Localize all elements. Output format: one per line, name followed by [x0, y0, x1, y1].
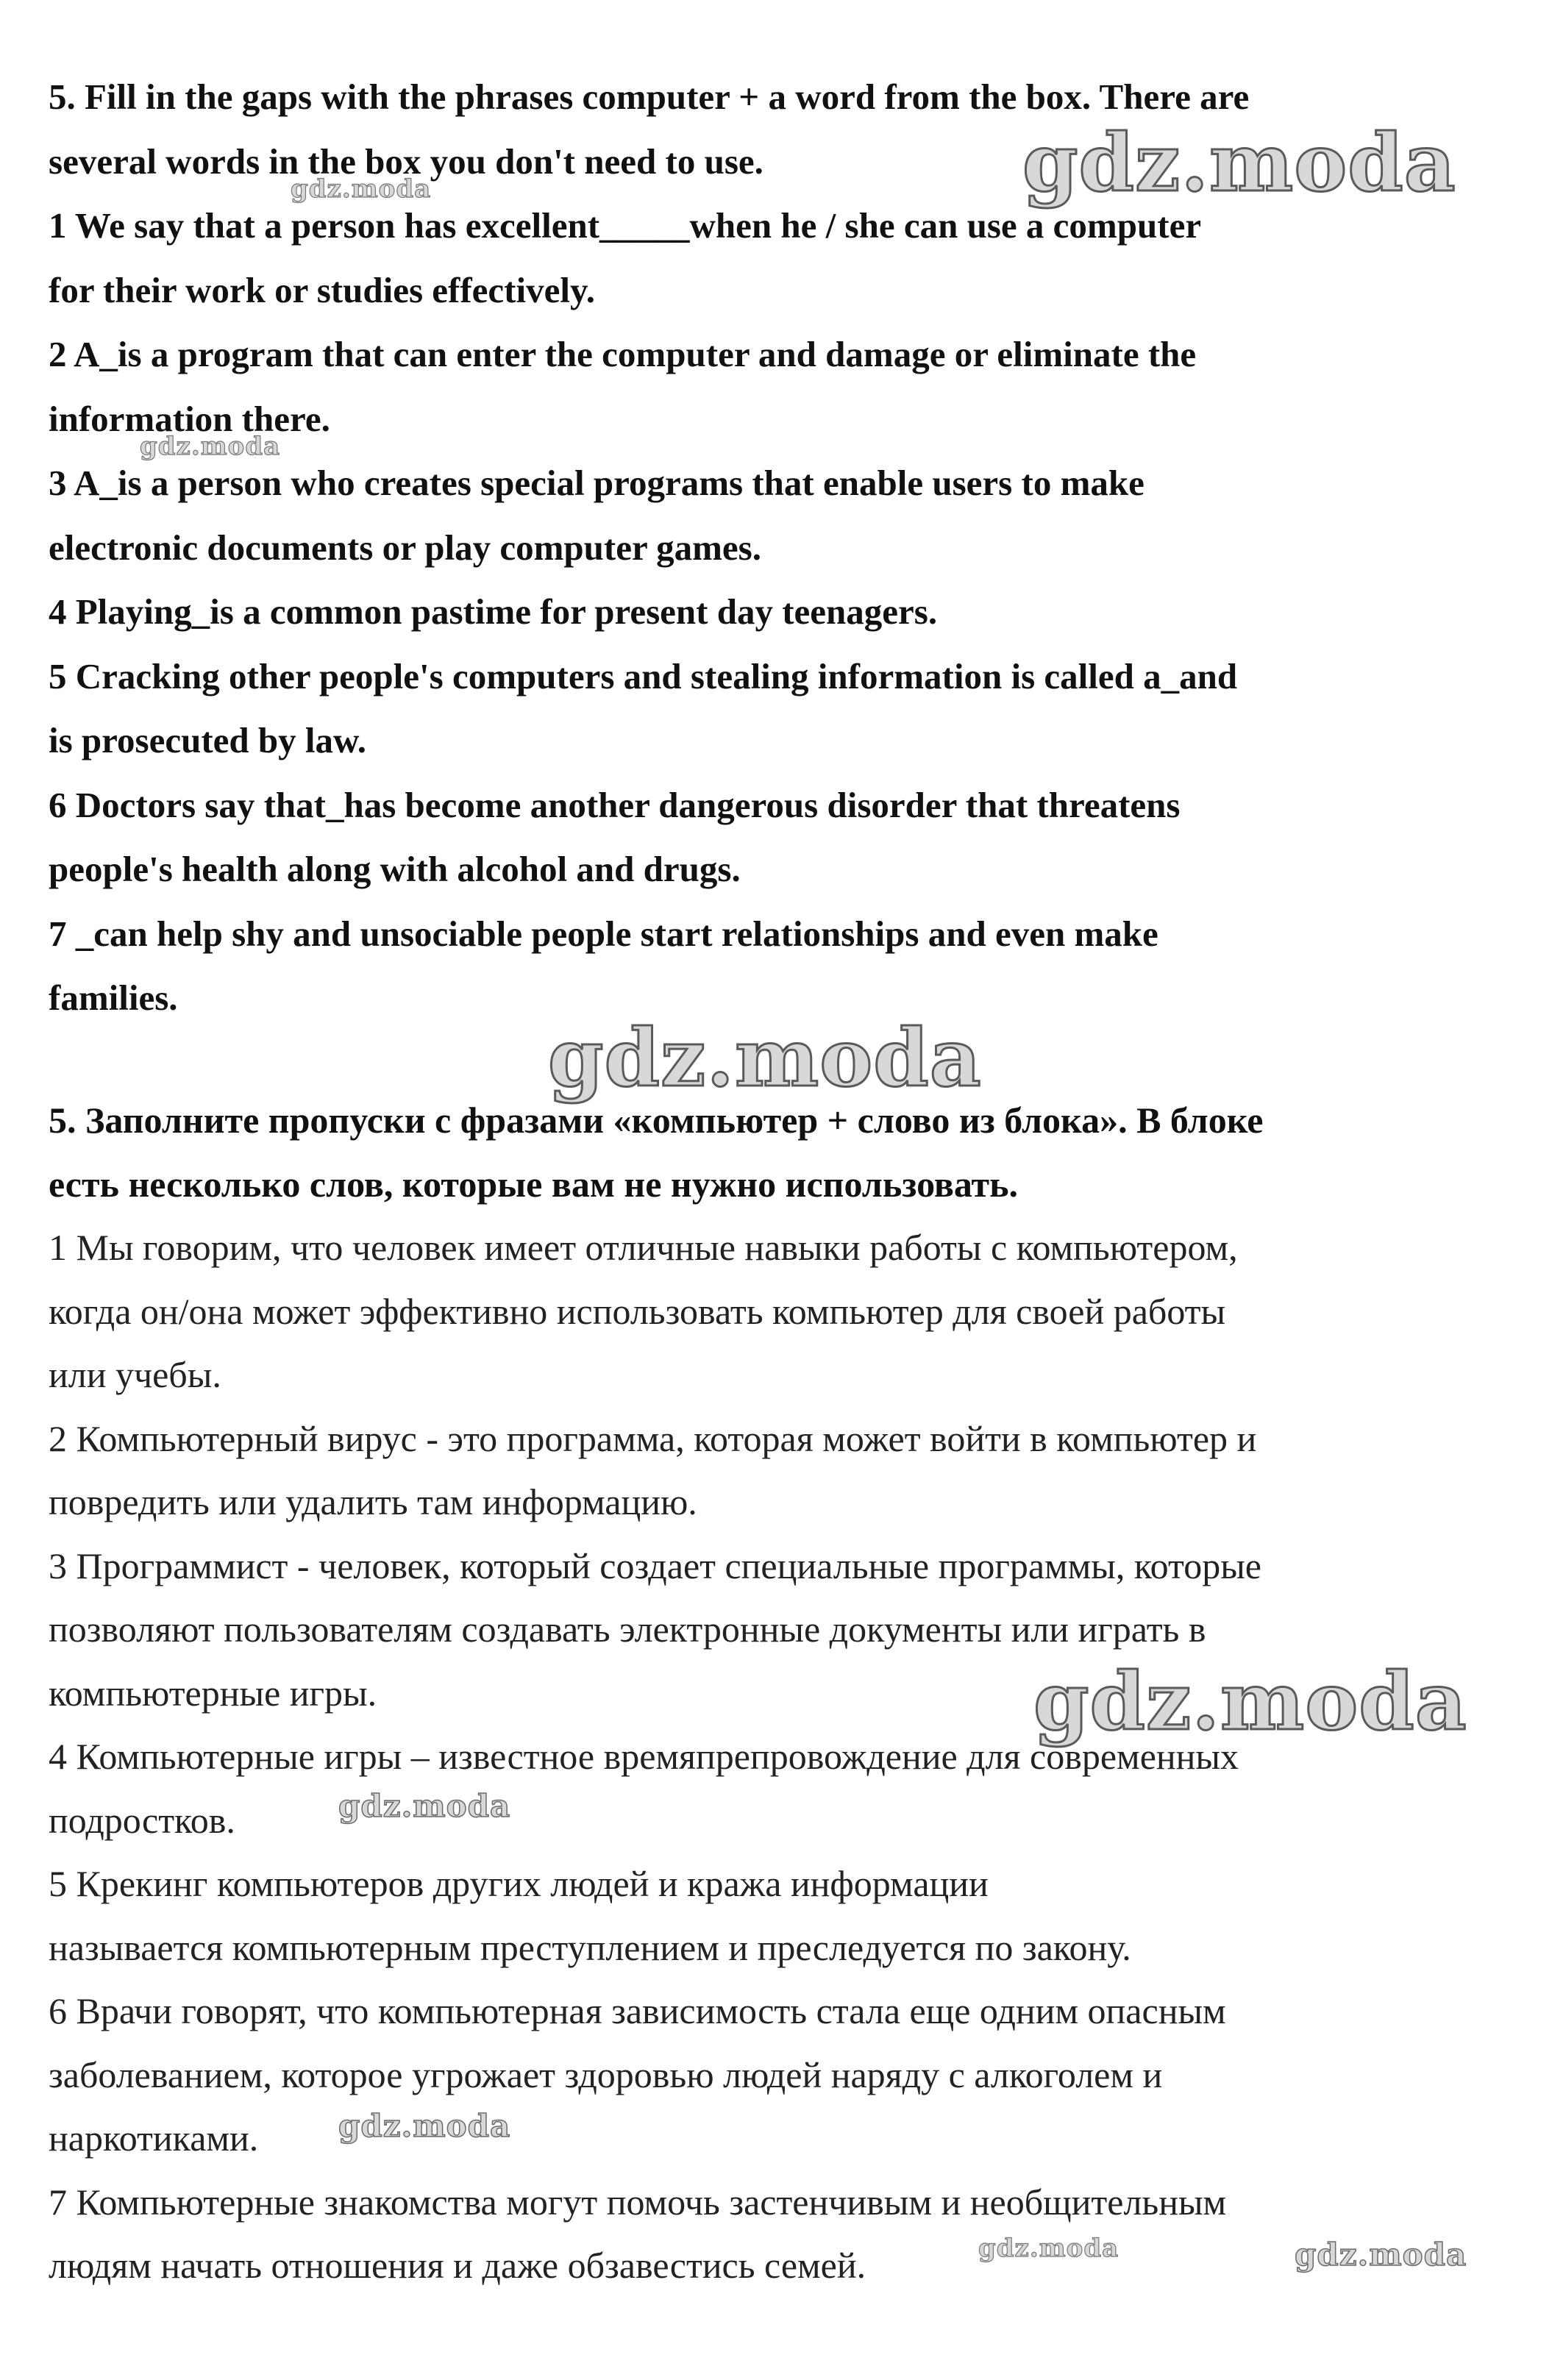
- exercise-item-5: 5 Cracking other people's computers and stealing information is called a_and: [49, 655, 1238, 696]
- exercise-title-line: 5. Fill in the gaps with the phrases computer + a word from the box. There are: [49, 76, 1250, 117]
- watermark: gdz.moda: [291, 174, 432, 204]
- exercise-item-3: 3 A_is a person who creates special programs that enable users to make: [49, 463, 1145, 503]
- english-exercise: [49, 65, 1505, 1030]
- translation-item-6-cont: заболеванием, которое угрожает здоровью людей наряду с алкоголем и: [49, 2053, 1163, 2095]
- watermark: gdz.moda: [1022, 117, 1456, 210]
- translation-item-3-cont: компьютерные игры.: [49, 1672, 377, 1714]
- watermark: gdz.moda: [548, 1012, 982, 1105]
- translation-item-3: 3 Программист - человек, который создает специальные программы, которые: [49, 1544, 1261, 1586]
- watermark: gdz.moda: [338, 2108, 511, 2144]
- translation-title-line: есть несколько слов, которые вам не нужно использовать.: [49, 1163, 1019, 1205]
- exercise-item-1: 1 We say that a person has excellent_____when he / she can use a computer: [49, 205, 1202, 246]
- translation-item-6: 6 Врачи говорят, что компьютерная зависимость стала еще одним опасным: [49, 1990, 1226, 2031]
- translation-item-2: 2 Компьютерный вирус - это программа, которая может войти в компьютер и: [49, 1417, 1257, 1459]
- exercise-item-2-cont: information there.: [49, 398, 330, 439]
- watermark: gdz.moda: [978, 2234, 1119, 2263]
- translation-item-7-cont: людям начать отношения и даже обзавестись семей.: [49, 2245, 866, 2286]
- translation-item-2-cont: повредить или удалить там информацию.: [49, 1481, 697, 1522]
- exercise-item-7: 7 _can help shy and unsociable people start relationships and even make: [49, 913, 1158, 954]
- exercise-item-1-cont: for their work or studies effectively.: [49, 269, 596, 310]
- exercise-item-6-cont: people's health along with alcohol and drugs.: [49, 849, 741, 889]
- exercise-item-4: 4 Playing_is a common pastime for present day teenagers.: [49, 591, 938, 632]
- translation-item-5: 5 Крекинг компьютеров других людей и кража информации: [49, 1863, 989, 1904]
- watermark: gdz.moda: [140, 432, 281, 461]
- watermark: gdz.moda: [1295, 2237, 1467, 2273]
- watermark: gdz.moda: [1033, 1656, 1467, 1748]
- translation-item-1-cont: или учебы.: [49, 1354, 221, 1395]
- translation-title-line: 5. Заполните пропуски с фразами «компьютер + слово из блока». В блоке: [49, 1100, 1264, 1141]
- translation-item-7: 7 Компьютерные знакомства могут помочь застенчивым и необщительным: [49, 2181, 1227, 2223]
- translation-item-1-cont: когда он/она может эффективно использовать компьютер для своей работы: [49, 1290, 1226, 1332]
- translation-item-4-cont: подростков.: [49, 1799, 235, 1841]
- exercise-item-7-cont: families.: [49, 977, 178, 1018]
- exercise-item-5-cont: is prosecuted by law.: [49, 720, 366, 760]
- exercise-item-2: 2 A_is a program that can enter the computer and damage or eliminate the: [49, 334, 1197, 374]
- russian-translation: [49, 1089, 1505, 2298]
- translation-item-5-cont: называется компьютерным преступлением и преследуется по закону.: [49, 1926, 1131, 1968]
- translation-item-1: 1 Мы говорим, что человек имеет отличные навыки работы с компьютером,: [49, 1227, 1238, 1268]
- translation-item-6-cont: наркотиками.: [49, 2117, 259, 2159]
- translation-item-4: 4 Компьютерные игры – известное времяпрепровождение для современных: [49, 1736, 1239, 1777]
- watermark: gdz.moda: [338, 1788, 511, 1824]
- translation-item-3-cont: позволяют пользователям создавать электронные документы или играть в: [49, 1608, 1206, 1650]
- exercise-item-6: 6 Doctors say that_has become another dangerous disorder that threatens: [49, 784, 1181, 825]
- exercise-item-3-cont: electronic documents or play computer games.: [49, 527, 761, 568]
- exercise-title-line: several words in the box you don't need to use.: [49, 140, 763, 182]
